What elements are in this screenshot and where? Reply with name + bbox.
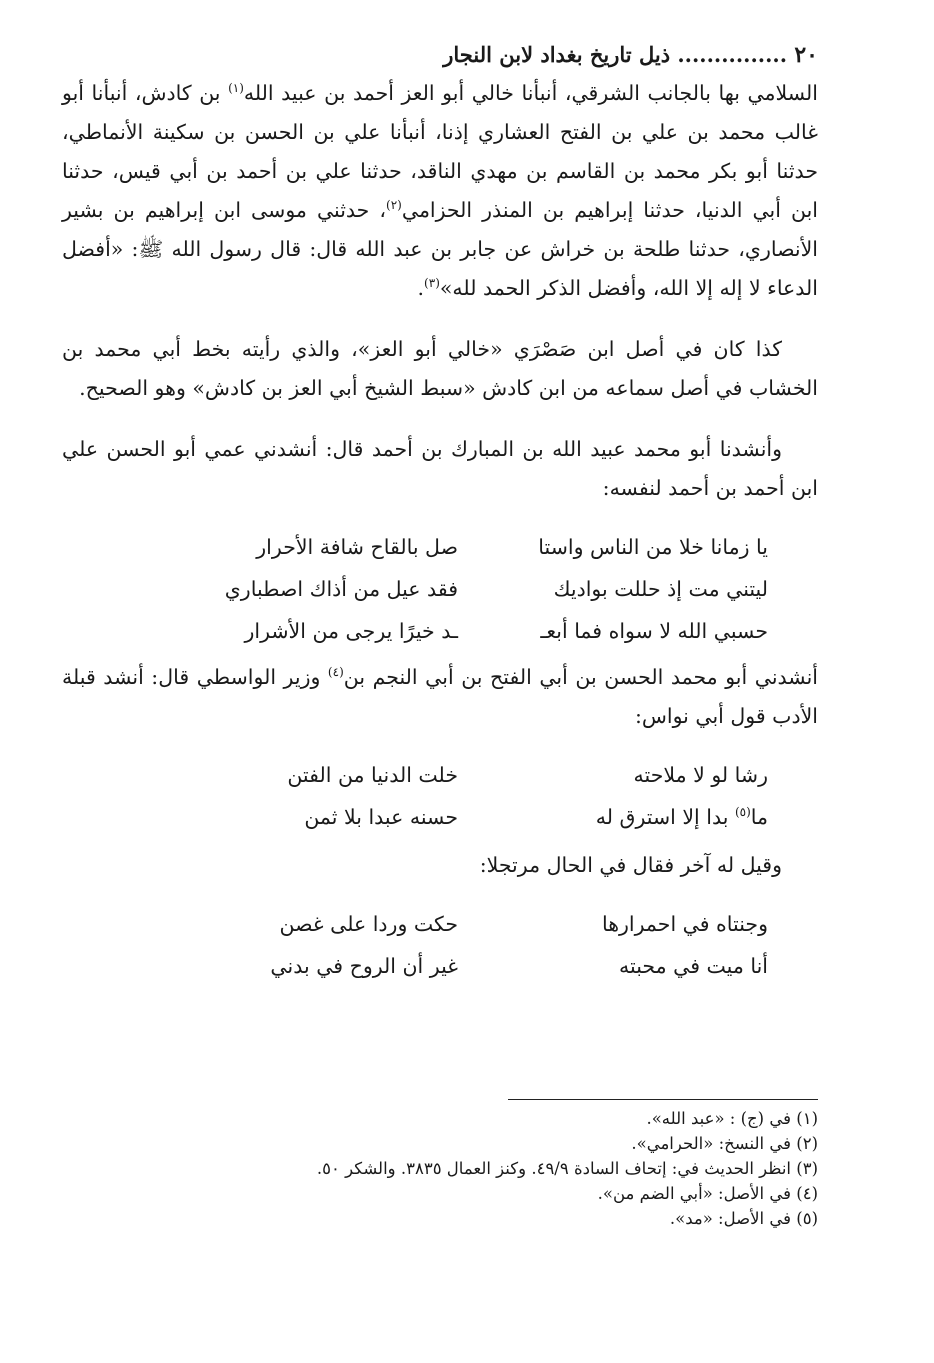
paragraph-recital-2: [62, 658, 818, 736]
verse-second-hemistich: خلت الدنيا من الفتن: [287, 762, 458, 787]
title-leader-dots: ...............: [677, 42, 788, 67]
verse-first-hemistich: يا زمانا خلا من الناس واستا: [538, 534, 768, 559]
verse-line: [62, 796, 818, 838]
footnotes: [62, 1106, 818, 1231]
running-title: [443, 42, 818, 68]
footnote-3: (٣) انظر الحديث في: إتحاف السادة ٤٩/٩. وكنز العمال ٣٨٣٥. والشكر ٥٠.: [316, 1159, 818, 1178]
verse-second-hemistich: صل بالقاح شافة الأحرار: [256, 534, 458, 559]
verse-line: [62, 754, 818, 796]
verse-first-hemistich: [498, 798, 818, 837]
verse-second-hemistich: غير أن الروح في بدني: [270, 953, 458, 978]
verse-second-hemistich: فقد عيل من أذاك اصطباري: [224, 576, 458, 601]
verse-second-hemistich: ـد خيرًا يرجى من الأشرار: [244, 618, 458, 643]
page-number: ٢٠: [794, 42, 818, 68]
footnote-divider: [508, 1099, 818, 1100]
paragraph-isnad: [62, 74, 818, 308]
footnote-5: (٥) في الأصل: «مد».: [669, 1209, 818, 1228]
verse-line: [62, 526, 818, 568]
book-title: ذيل تاريخ بغداد لابن النجار: [443, 42, 671, 67]
verse-first-hemistich: حسبي الله لا سواه فما أبعـ: [540, 618, 768, 643]
poem-3: [62, 903, 818, 987]
footnote-ref-1[interactable]: (١): [228, 81, 244, 96]
verse-first-rest: بدا إلا استرق له: [595, 804, 729, 829]
verse-line: [62, 568, 818, 610]
paragraph-recital-3: وقيل له آخر فقال في الحال مرتجلا:: [479, 853, 782, 877]
verse-second-hemistich: حكت وردا على غصن: [279, 911, 458, 936]
paragraph-commentary: كذا كان في أصل ابن صَصْرَي «خالي أبو العز»، والذي رأيته بخط أبي محمد بن الخشاب في أصل سماعه من ابن كادش «سبط الشيخ أبي العز بن كادش» وهو الصحيح.: [62, 337, 818, 400]
paragraph-text-1b: بن كادش، أنبأنا أبو غالب محمد بن علي بن الفتح العشاري إذنا، أنبأنا علي بن الحسن بن سكينة الأنماطي، حدثنا أبو بكر محمد بن القاسم بن مهدي الناقد، حدثنا علي بن أحمد بن أبي قيس، حدثنا ابن أبي الدنيا، حدثنا إبراهيم بن المنذر الحزامي: [62, 81, 818, 222]
verse-first-hemistich: وجنتاه في احمرارها: [601, 911, 768, 936]
paragraph-text-4: أنشدني أبو محمد الحسن بن أبي الفتح بن أبي النجم بن: [343, 665, 818, 689]
poem-2: [62, 754, 818, 838]
verse-second-hemistich: حسنه عبدا بلا ثمن: [304, 804, 458, 829]
footnote-2: (٢) في النسخ: «الحرامي».: [631, 1134, 818, 1153]
footnote-ref-4[interactable]: (٤): [327, 665, 344, 680]
main-text: [62, 74, 818, 987]
paragraph-text-1d: .: [417, 276, 425, 300]
footnote-ref-2[interactable]: (٢): [386, 198, 402, 213]
running-header: [62, 38, 818, 68]
footnote-4: (٤) في الأصل: «أبي الضم من».: [597, 1184, 818, 1203]
verse-first-hemistich: ليتني مت إذ حللت بواديك: [553, 576, 768, 601]
verse-line: [62, 903, 818, 945]
verse-first-hemistich: رشا لو لا ملاحته: [633, 762, 768, 787]
verse-line: [62, 610, 818, 652]
verse-line: [62, 945, 818, 987]
footnote-ref-5[interactable]: (٥): [734, 804, 751, 819]
verse-first-hemistich: أنا ميت في محبته: [619, 953, 768, 978]
footnote-1: (١) في (ج) : «عبد الله».: [646, 1109, 818, 1128]
paragraph-recital-1: وأنشدنا أبو محمد عبيد الله بن المبارك بن أحمد قال: أنشدني عمي أبو الحسن علي ابن أحمد بن أحمد لنفسه:: [62, 437, 818, 500]
verse-prefix: ما: [750, 804, 768, 829]
paragraph-text-1c: ، حدثني موسى ابن إبراهيم بن بشير الأنصاري، حدثنا طلحة بن خراش عن جابر بن عبد الله قال: قال رسول الله ﷺ: «أفضل الدعاء لا إله إلا الله، وأفضل الذكر الحمد لله»: [62, 198, 818, 300]
poem-1: [62, 526, 818, 652]
paragraph-text-4b: وزير الواسطي قال: أنشد قبلة الأدب قول أبي نواس:: [62, 665, 818, 728]
footnote-ref-3[interactable]: (٣): [424, 276, 440, 291]
paragraph-text-1: السلامي بها بالجانب الشرقي، أنبأنا خالي أبو العز أحمد بن عبيد الله: [243, 81, 818, 105]
